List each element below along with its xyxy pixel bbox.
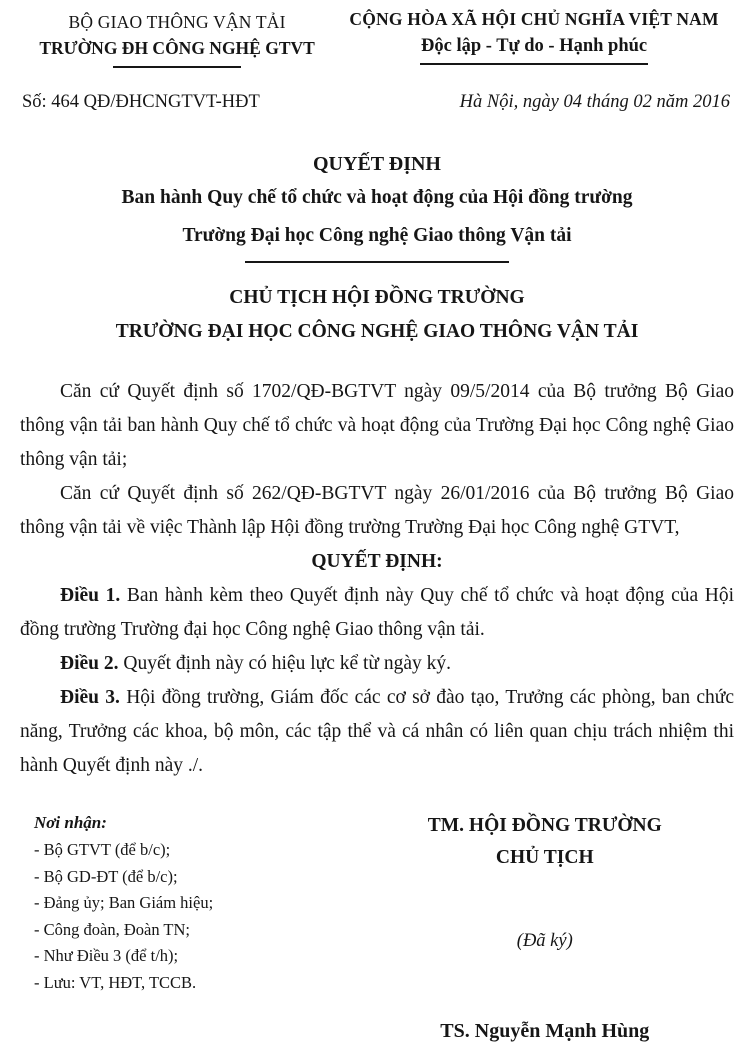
motto-underline (420, 63, 648, 65)
article-3-text: Hội đồng trường, Giám đốc các cơ sở đào tạo, Trưởng các phòng, ban chức năng, Trưởng các khoa, bộ môn, các tập thể và cá nhân có liên quan chịu trách nhiệm thi hành Quyết định này ./. (20, 687, 735, 776)
article-3-label: Điều 3. (60, 687, 120, 708)
document-header (20, 6, 734, 68)
issuing-agency-block (20, 6, 334, 68)
title-subtitle-1: Ban hành Quy chế tổ chức và hoạt động của Hội đồng trường (121, 187, 633, 208)
title-block (20, 149, 734, 263)
recipient-item: - Như Điều 3 (để t/h); (34, 946, 179, 965)
article-1-text: Ban hành kèm theo Quyết định này Quy chế tổ chức và hoạt động của Hội đồng trường Trường đại học Công nghệ Giao thông vận tải. (20, 585, 735, 640)
issuer-institution: TRƯỜNG ĐẠI HỌC CÔNG NGHỆ GIAO THÔNG VẬN TẢI (115, 321, 639, 342)
article-1-label: Điều 1. (60, 585, 121, 606)
preamble-paragraph-2: Căn cứ Quyết định số 262/QĐ-BGTVT ngày 26/01/2016 của Bộ trưởng Bộ Giao thông vận tải về việc Thành lập Hội đồng trường Trường Đại học Công nghệ GTVT, (20, 483, 734, 538)
national-motto-block (334, 6, 734, 68)
article-2-label: Điều 2. (60, 653, 119, 674)
signature-position: CHỦ TỊCH (495, 847, 594, 868)
article-3 (20, 681, 734, 783)
agency-underline (113, 66, 241, 68)
signature-block (356, 809, 734, 1043)
signer-name: TS. Nguyễn Mạnh Hùng (440, 1020, 650, 1042)
document-body (20, 375, 734, 783)
article-2 (20, 647, 734, 681)
issuer-position: CHỦ TỊCH HỘI ĐỒNG TRƯỜNG (229, 287, 525, 308)
university-name: TRƯỜNG ĐH CÔNG NGHỆ GTVT (39, 38, 315, 58)
ministry-name: BỘ GIAO THÔNG VẬN TẢI (68, 12, 286, 32)
recipient-item: - Bộ GTVT (để b/c); (34, 840, 171, 859)
recipients-label: Nơi nhận: (34, 813, 107, 832)
place-and-date: Hà Nội, ngày 04 tháng 02 năm 2016 (459, 92, 730, 112)
recipient-item: - Đảng ủy; Ban Giám hiệu; (34, 893, 214, 912)
title-subtitle-2: Trường Đại học Công nghệ Giao thông Vận tải (182, 225, 572, 246)
signed-note: (Đã ký) (516, 931, 573, 951)
recipient-item: - Công đoàn, Đoàn TN; (34, 919, 190, 939)
recipient-item: - Bộ GD-ĐT (để b/c); (34, 866, 178, 886)
document-footer (20, 809, 734, 1043)
signature-on-behalf: TM. HỘI ĐỒNG TRƯỜNG (427, 815, 662, 836)
number-date-row (20, 92, 734, 113)
preamble-paragraph-1: Căn cứ Quyết định số 1702/QĐ-BGTVT ngày 09/5/2014 của Bộ trưởng Bộ Giao thông vận tải ban hành Quy chế tổ chức và hoạt động của Trường Đại học Công nghệ Giao thông vận tải; (20, 381, 734, 470)
document-number: Số: 464 QĐ/ĐHCNGTVT-HĐT (22, 92, 260, 112)
issuer-block (20, 281, 734, 349)
recipient-item: - Lưu: VT, HĐT, TCCB. (34, 972, 197, 992)
title-underline (245, 261, 509, 263)
national-motto: Độc lập - Tự do - Hạnh phúc (421, 36, 648, 56)
recipients-block (20, 809, 356, 1043)
national-title: CỘNG HÒA XÃ HỘI CHỦ NGHĨA VIỆT NAM (349, 9, 719, 29)
article-1 (20, 579, 734, 647)
document-type-title: QUYẾT ĐỊNH (313, 153, 441, 175)
article-2-text: Quyết định này có hiệu lực kể từ ngày ký. (118, 653, 452, 674)
decision-heading: QUYẾT ĐỊNH: (311, 551, 443, 572)
